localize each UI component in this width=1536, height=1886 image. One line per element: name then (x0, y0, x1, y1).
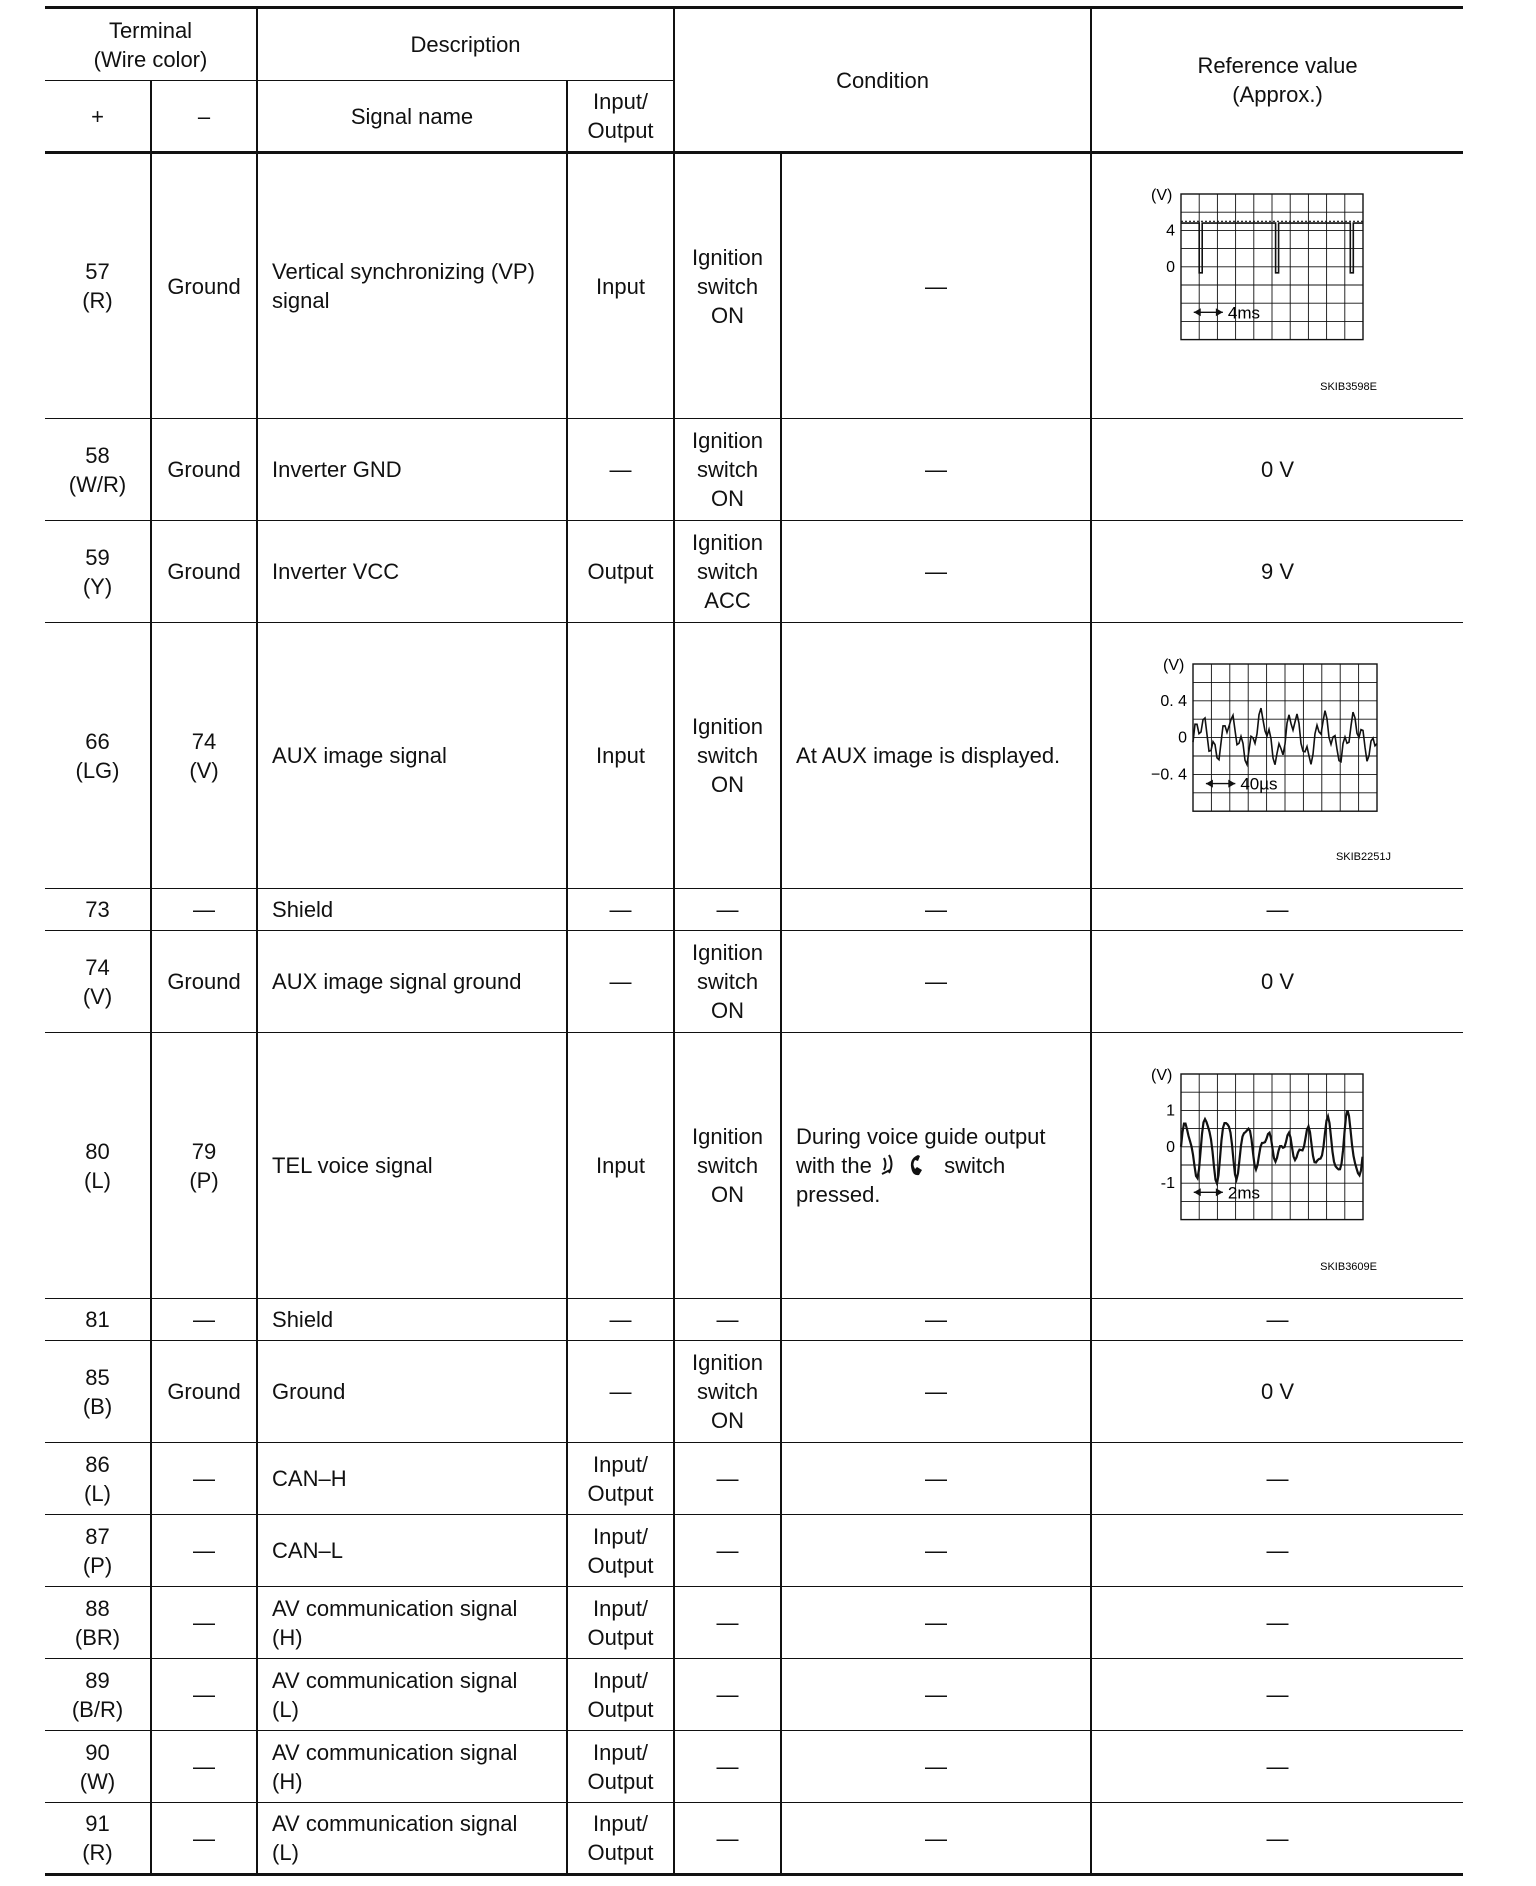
condition-detail: — (781, 1443, 1091, 1515)
reference-value: — (1091, 1659, 1463, 1731)
signal-name: AV communication signal (L) (257, 1803, 567, 1875)
condition-detail (781, 1033, 1091, 1299)
terminal-minus: Ground (151, 1341, 257, 1443)
unit-label: (V) (1162, 656, 1184, 674)
terminal-minus: — (151, 1587, 257, 1659)
header-input-output: Input/ Output (567, 81, 674, 153)
tel-waveform-chart (1133, 1056, 1423, 1276)
terminal-minus: Ground (151, 521, 257, 623)
header-condition: Condition (674, 8, 1091, 153)
y-tick-label: 0. 4 (1159, 692, 1187, 710)
terminal-plus: 80 (L) (45, 1033, 151, 1299)
condition-switch: Ignition switch ON (674, 419, 781, 521)
signal-name: AV communication signal (L) (257, 1659, 567, 1731)
condition-switch: Ignition switch ON (674, 623, 781, 889)
y-tick-label: 0 (1177, 729, 1187, 747)
reference-value: — (1091, 1515, 1463, 1587)
signal-name: AV communication signal (H) (257, 1731, 567, 1803)
time-scale-label: 4ms (1227, 303, 1260, 323)
tel-condition-line1: During voice guide output (796, 1124, 1046, 1149)
voice-phone-icon (878, 1153, 938, 1178)
condition-switch: — (674, 1515, 781, 1587)
terminal-minus: — (151, 1803, 257, 1875)
terminal-minus: Ground (151, 931, 257, 1033)
header-signal-name: Signal name (257, 81, 567, 153)
table-row (45, 419, 1463, 521)
input-output: — (567, 931, 674, 1033)
header-minus: – (151, 81, 257, 153)
signal-name: AUX image signal ground (257, 931, 567, 1033)
signal-name: Inverter VCC (257, 521, 567, 623)
reference-value: — (1091, 1731, 1463, 1803)
terminal-plus: 66 (LG) (45, 623, 151, 889)
unit-label: (V) (1150, 1066, 1172, 1084)
signal-name: AUX image signal (257, 623, 567, 889)
y-tick-label: 1 (1165, 1101, 1175, 1119)
figure-code: SKIB3609E (1319, 1260, 1377, 1273)
condition-detail: — (781, 1587, 1091, 1659)
reference-value: 9 V (1091, 521, 1463, 623)
input-output: Input (567, 153, 674, 419)
condition-switch: — (674, 1731, 781, 1803)
table-row (45, 889, 1463, 931)
terminal-plus: 89 (B/R) (45, 1659, 151, 1731)
terminal-plus: 58 (W/R) (45, 419, 151, 521)
condition-detail: — (781, 1803, 1091, 1875)
header-terminal: Terminal (Wire color) (45, 8, 257, 81)
terminal-reference-table (45, 6, 1463, 1876)
condition-detail: — (781, 931, 1091, 1033)
terminal-minus: — (151, 1299, 257, 1341)
input-output: — (567, 419, 674, 521)
terminal-plus: 86 (L) (45, 1443, 151, 1515)
condition-detail: — (781, 1299, 1091, 1341)
condition-switch: Ignition switch ACC (674, 521, 781, 623)
table-row (45, 1803, 1463, 1875)
vp-waveform-chart (1133, 176, 1423, 396)
time-scale-label: 40µs (1239, 774, 1278, 794)
terminal-minus: — (151, 1443, 257, 1515)
terminal-plus: 85 (B) (45, 1341, 151, 1443)
reference-value: — (1091, 1443, 1463, 1515)
tel-condition-line2: with the switch (796, 1153, 1006, 1178)
condition-detail: — (781, 889, 1091, 931)
aux-waveform-chart (1133, 646, 1423, 866)
reference-value: — (1091, 889, 1463, 931)
condition-detail: — (781, 419, 1091, 521)
input-output: Input/ Output (567, 1731, 674, 1803)
condition-detail: — (781, 153, 1091, 419)
figure-code: SKIB3598E (1319, 381, 1377, 393)
table-row (45, 1033, 1463, 1299)
table-row (45, 1299, 1463, 1341)
terminal-minus: 79 (P) (151, 1033, 257, 1299)
condition-switch: — (674, 1443, 781, 1515)
terminal-plus: 57 (R) (45, 153, 151, 419)
terminal-plus: 90 (W) (45, 1731, 151, 1803)
reference-waveform (1091, 623, 1463, 889)
condition-switch: Ignition switch ON (674, 153, 781, 419)
y-tick-label: 0 (1165, 1138, 1175, 1156)
terminal-plus: 87 (P) (45, 1515, 151, 1587)
terminal-minus: — (151, 1515, 257, 1587)
reference-value: — (1091, 1803, 1463, 1875)
input-output: — (567, 1341, 674, 1443)
y-tick-label: -1 (1160, 1174, 1175, 1192)
header-reference-value: Reference value (Approx.) (1091, 8, 1463, 153)
table-row (45, 521, 1463, 623)
table-row (45, 1443, 1463, 1515)
input-output: Input/ Output (567, 1587, 674, 1659)
signal-name: CAN–H (257, 1443, 567, 1515)
signal-name: AV communication signal (H) (257, 1587, 567, 1659)
input-output: Input (567, 1033, 674, 1299)
reference-waveform (1091, 153, 1463, 419)
signal-name: Shield (257, 1299, 567, 1341)
terminal-minus: Ground (151, 419, 257, 521)
terminal-plus: 73 (45, 889, 151, 931)
tel-condition-line3: pressed. (796, 1182, 881, 1207)
table-row (45, 1515, 1463, 1587)
signal-name: Vertical synchronizing (VP) signal (257, 153, 567, 419)
table-row (45, 1731, 1463, 1803)
terminal-plus: 59 (Y) (45, 521, 151, 623)
condition-switch: — (674, 1803, 781, 1875)
condition-switch: — (674, 889, 781, 931)
table-row (45, 1341, 1463, 1443)
input-output: Input/ Output (567, 1515, 674, 1587)
signal-name: Inverter GND (257, 419, 567, 521)
condition-switch: — (674, 1299, 781, 1341)
reference-waveform (1091, 1033, 1463, 1299)
header-plus: + (45, 81, 151, 153)
reference-value: — (1091, 1299, 1463, 1341)
condition-detail: — (781, 521, 1091, 623)
input-output: Input/ Output (567, 1443, 674, 1515)
condition-switch: Ignition switch ON (674, 931, 781, 1033)
reference-value: 0 V (1091, 419, 1463, 521)
table-row (45, 1659, 1463, 1731)
condition-switch: — (674, 1659, 781, 1731)
terminal-minus: 74 (V) (151, 623, 257, 889)
input-output: Input (567, 623, 674, 889)
input-output: Input/ Output (567, 1803, 674, 1875)
signal-name: CAN–L (257, 1515, 567, 1587)
terminal-plus: 81 (45, 1299, 151, 1341)
input-output: Output (567, 521, 674, 623)
signal-name: TEL voice signal (257, 1033, 567, 1299)
y-tick-label: −0. 4 (1150, 765, 1187, 783)
condition-switch: — (674, 1587, 781, 1659)
signal-name: Ground (257, 1341, 567, 1443)
condition-switch: Ignition switch ON (674, 1033, 781, 1299)
input-output: — (567, 1299, 674, 1341)
reference-value: 0 V (1091, 931, 1463, 1033)
condition-detail: — (781, 1341, 1091, 1443)
condition-detail: At AUX image is displayed. (781, 623, 1091, 889)
condition-detail: — (781, 1659, 1091, 1731)
unit-label: (V) (1150, 187, 1172, 204)
input-output: — (567, 889, 674, 931)
terminal-minus: Ground (151, 153, 257, 419)
terminal-plus: 91 (R) (45, 1803, 151, 1875)
y-tick-label: 0 (1165, 258, 1175, 276)
terminal-plus: 88 (BR) (45, 1587, 151, 1659)
time-scale-label: 2ms (1227, 1182, 1260, 1202)
figure-code: SKIB2251J (1335, 850, 1391, 863)
condition-detail: — (781, 1515, 1091, 1587)
table-row (45, 1587, 1463, 1659)
table-row (45, 623, 1463, 889)
terminal-plus: 74 (V) (45, 931, 151, 1033)
condition-detail: — (781, 1731, 1091, 1803)
reference-value: — (1091, 1587, 1463, 1659)
y-tick-label: 4 (1165, 222, 1175, 240)
signal-name: Shield (257, 889, 567, 931)
table-row (45, 153, 1463, 419)
reference-value: 0 V (1091, 1341, 1463, 1443)
terminal-minus: — (151, 889, 257, 931)
terminal-table (45, 6, 1463, 1876)
terminal-minus: — (151, 1659, 257, 1731)
table-row (45, 931, 1463, 1033)
terminal-minus: — (151, 1731, 257, 1803)
header-description: Description (257, 8, 674, 81)
input-output: Input/ Output (567, 1659, 674, 1731)
condition-switch: Ignition switch ON (674, 1341, 781, 1443)
